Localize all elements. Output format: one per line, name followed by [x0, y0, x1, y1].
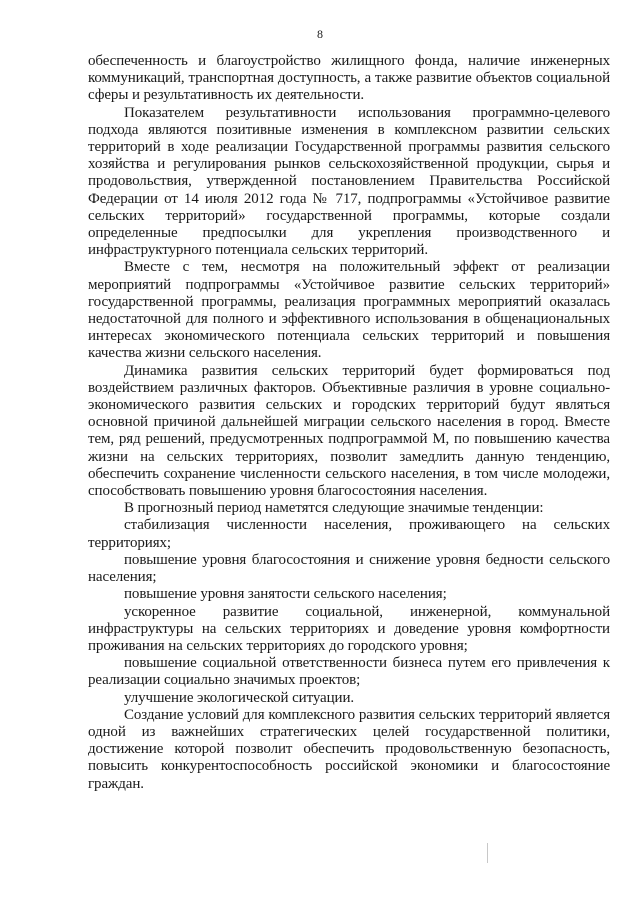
- trend-item-infrastructure: ускоренное развитие социальной, инженерной, коммунальной инфраструктуры на сельских территориях и доведение уровня комфортности проживания на сельских территориях до городского уровня;: [88, 603, 610, 654]
- paragraph-insufficient-measures: Вместе с тем, несмотря на положительный эффект от реализации мероприятий подпрограммы «Устойчивое развитие сельских территорий» государственной программы, реализация программных мероприятий оказалась недостаточной для полного и эффективного использования в общенациональных интересах экономического потенциала сельских территорий и повышения качества жизни сельского населения.: [88, 259, 610, 362]
- scan-artifact-mark: [487, 843, 488, 863]
- trend-item-welfare: повышение уровня благосостояния и снижение уровня бедности сельского населения;: [88, 551, 610, 586]
- paragraph-development-dynamics: Динамика развития сельских территорий будет формироваться под воздействием различных факторов. Объективные различия в уровне социально-экономического развития сельских и городских территорий будут являться основной причиной дальнейшей миграции сельского населения в город. Вместе тем, ряд решений, предусмотренных подпрограммой М, по повышению качества жизни на сельских территориях, позволит замедлить данную тенденцию, обеспечить сохранение численности сельского населения, в том числе молодежи, способствовать повышению уровня благосостояния населения.: [88, 362, 610, 500]
- trend-item-ecology: улучшение экологической ситуации.: [124, 689, 355, 706]
- trend-item-population: стабилизация численности населения, проживающего на сельских территориях;: [88, 517, 610, 551]
- body-text: [88, 53, 610, 793]
- page-number: 8: [317, 27, 323, 41]
- paragraph-strategic-goal: Создание условий для комплексного развития сельских территорий является одной из важнейших стратегических целей государственной политики, достижение которой позволит обеспечить продовольственную безопасность, повысить конкурентоспособность российской экономики и благосостояние граждан.: [88, 706, 610, 792]
- paragraph-forecast-intro: В прогнозный период наметятся следующие значимые тенденции:: [124, 500, 544, 517]
- trend-item-employment: повышение уровня занятости сельского населения;: [124, 586, 447, 603]
- paragraph-continuation: обеспеченность и благоустройство жилищного фонда, наличие инженерных коммуникаций, транспортная доступность, а также развитие объектов социальной сферы и результативность их деятельности.: [88, 53, 610, 104]
- paragraph-program-results: Показателем результативности использования программно-целевого подхода являются позитивные изменения в комплексном развитии сельских территорий в ходе реализации Государственной программы развития сельского хозяйства и регулирования рынков сельскохозяйственной продукции, сырья и продовольствия, утвержденной постановлением Правительства Российской Федерации от 14 июля 2012 года № 717, подпрограммы «Устойчивое развитие сельских территорий» государственной программы, которые создали определенные предпосылки для укрепления производственного и инфраструктурного потенциала сельских территорий.: [88, 104, 610, 259]
- trend-item-business-responsibility: повышение социальной ответственности бизнеса путем его привлечения к реализации социально значимых проектов;: [88, 655, 610, 689]
